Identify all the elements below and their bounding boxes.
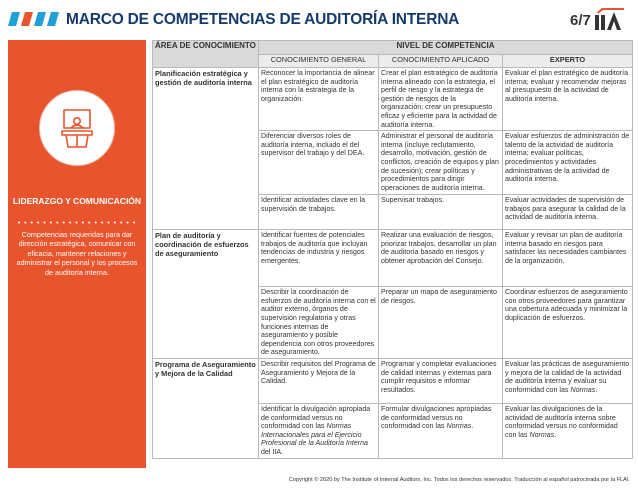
sidebar-description: Competencias requeridas para dar dirección estratégica, comunicar con eficacia, mantener relaciones y administrar el personal y los procesos de auditoría interna. [16, 230, 138, 277]
column-header-applied: CONOCIMIENTO APLICADO [379, 55, 503, 68]
table-header-row [153, 41, 633, 55]
column-header-expert: EXPERTO [503, 55, 633, 68]
level-column-header: NIVEL DE COMPETENCIA [259, 41, 633, 55]
table-cell: Evaluar actividades de supervisión de trabajos para asegurar la calidad de la actividad de auditoría interna. [503, 195, 633, 230]
table-cell: Formular divulgaciones apropiadas de conformidad versus no conformidad con las Normas. [379, 403, 503, 458]
table-cell: Describir requisitos del Programa de Aseguramiento y Mejora de la Calidad. [259, 358, 379, 403]
sidebar-dotted-divider: • • • • • • • • • • • • • • • • • • • [17, 220, 137, 227]
presenter-at-podium-icon [40, 91, 114, 165]
table-cell: Preparar un mapa de aseguramiento de riesgos. [379, 287, 503, 359]
table-cell: Diferenciar diversos roles de auditoría interna, incluido el del supervisor del trabajo y del DEA. [259, 131, 379, 195]
area-cell: Planificación estratégica y gestión de auditoría interna [153, 68, 259, 230]
table-cell: Realizar una evaluación de riesgos, priorizar trabajos, desarrollar un plan de auditoría basado en riesgos y obtener aprobación del Consejo. [379, 230, 503, 287]
table-cell: Administrar el personal de auditoría interna (incluye reclutamiento, desarrollo, motivación, gestión de conflictos, creación de equipos y plan de sucesión); crear políticas y procedimientos para dirigir operaciones de auditoría interna. [379, 131, 503, 195]
table-cell: Supervisar trabajos. [379, 195, 503, 230]
page-number: 6/7 [570, 12, 591, 29]
table-cell: Describir la coordinación de esfuerzos de auditoría interna con el auditor externo, órganos de supervisión regulatoria y otras funciones internas de aseguramiento y posible dependencia con otros proveedores de aseguramiento. [259, 287, 379, 359]
area-cell: Plan de auditoría y coordinación de esfuerzos de aseguramiento [153, 230, 259, 359]
table-cell: Evaluar las divulgaciones de la actividad de auditoría interna sobre conformidad versus no conformidad con las Normas. [503, 403, 633, 458]
table-cell: Reconocer la importancia de alinear el plan estratégico de auditoría interna con la estrategia de la organización. [259, 68, 379, 131]
table-cell: Identificar fuentes de potenciales trabajos de auditoría que incluyan tendencias de industria y riesgos emergentes. [259, 230, 379, 287]
stripes-decoration-icon [8, 12, 60, 26]
table-row [153, 230, 633, 287]
table-row [153, 68, 633, 131]
table-cell: Evaluar esfuerzos de administración de talento de la actividad de auditoría interna; evaluar políticas, procedimientos y actividades administrativas de la actividad de auditoría interna. [503, 131, 633, 195]
table-cell: Programar y completar evaluaciones de calidad internas y externas para cumplir requisitos e informar resultados. [379, 358, 503, 403]
competency-sidebar [8, 40, 146, 468]
competency-table [152, 40, 633, 459]
table-cell: Evaluar las prácticas de aseguramiento y mejora de la calidad de la actividad de auditoría interna y evaluar su conformidad con las Normas. [503, 358, 633, 403]
copyright-footer: Copyright © 2020 by The Institute of Internal Auditors, Inc. Todos los derechos reservados. Traducción al español patrocinada por la FLAI. [288, 477, 630, 483]
sidebar-icon-circle [39, 90, 115, 166]
table-cell: Identificar la divulgación apropiada de conformidad versus no conformidad con las Normas Internacionales para el Ejercicio Profesional de la Auditoría Interna del IIA. [259, 403, 379, 458]
table-cell: Identificar actividades clave en la supervisión de trabajos. [259, 195, 379, 230]
table-cell: Evaluar y revisar un plan de auditoría interna basado en riesgos para satisfacer las necesidades cambiantes de la organización. [503, 230, 633, 287]
table-cell: Coordinar esfuerzos de aseguramiento con otros proveedores para garantizar una cobertura adecuada y minimizar la duplicación de esfuerzos. [503, 287, 633, 359]
area-column-header: ÁREA DE CONOCIMIENTO [153, 41, 259, 68]
area-cell: Programa de Aseguramiento y Mejora de la Calidad [153, 358, 259, 458]
page-header [0, 0, 638, 40]
table-cell: Evaluar el plan estratégico de auditoría interna; evaluar y recomendar mejoras al presupuesto de la actividad de auditoría interna. [503, 68, 633, 131]
page-title: MARCO DE COMPETENCIAS DE AUDITORÍA INTERNA [66, 11, 460, 28]
table-cell: Crear el plan estratégico de auditoría interna alineado con la estrategia, el perfil de riesgo y la estrategia de gestión de riesgos de la organización; crear un presupuesto eficaz y eficiente para la actividad de auditoría interna. [379, 68, 503, 131]
iia-logo-icon [594, 8, 626, 32]
table-row [153, 358, 633, 403]
column-header-general: CONOCIMIENTO GENERAL [259, 55, 379, 68]
sidebar-heading: LIDERAZGO Y COMUNICACIÓN [12, 196, 142, 206]
